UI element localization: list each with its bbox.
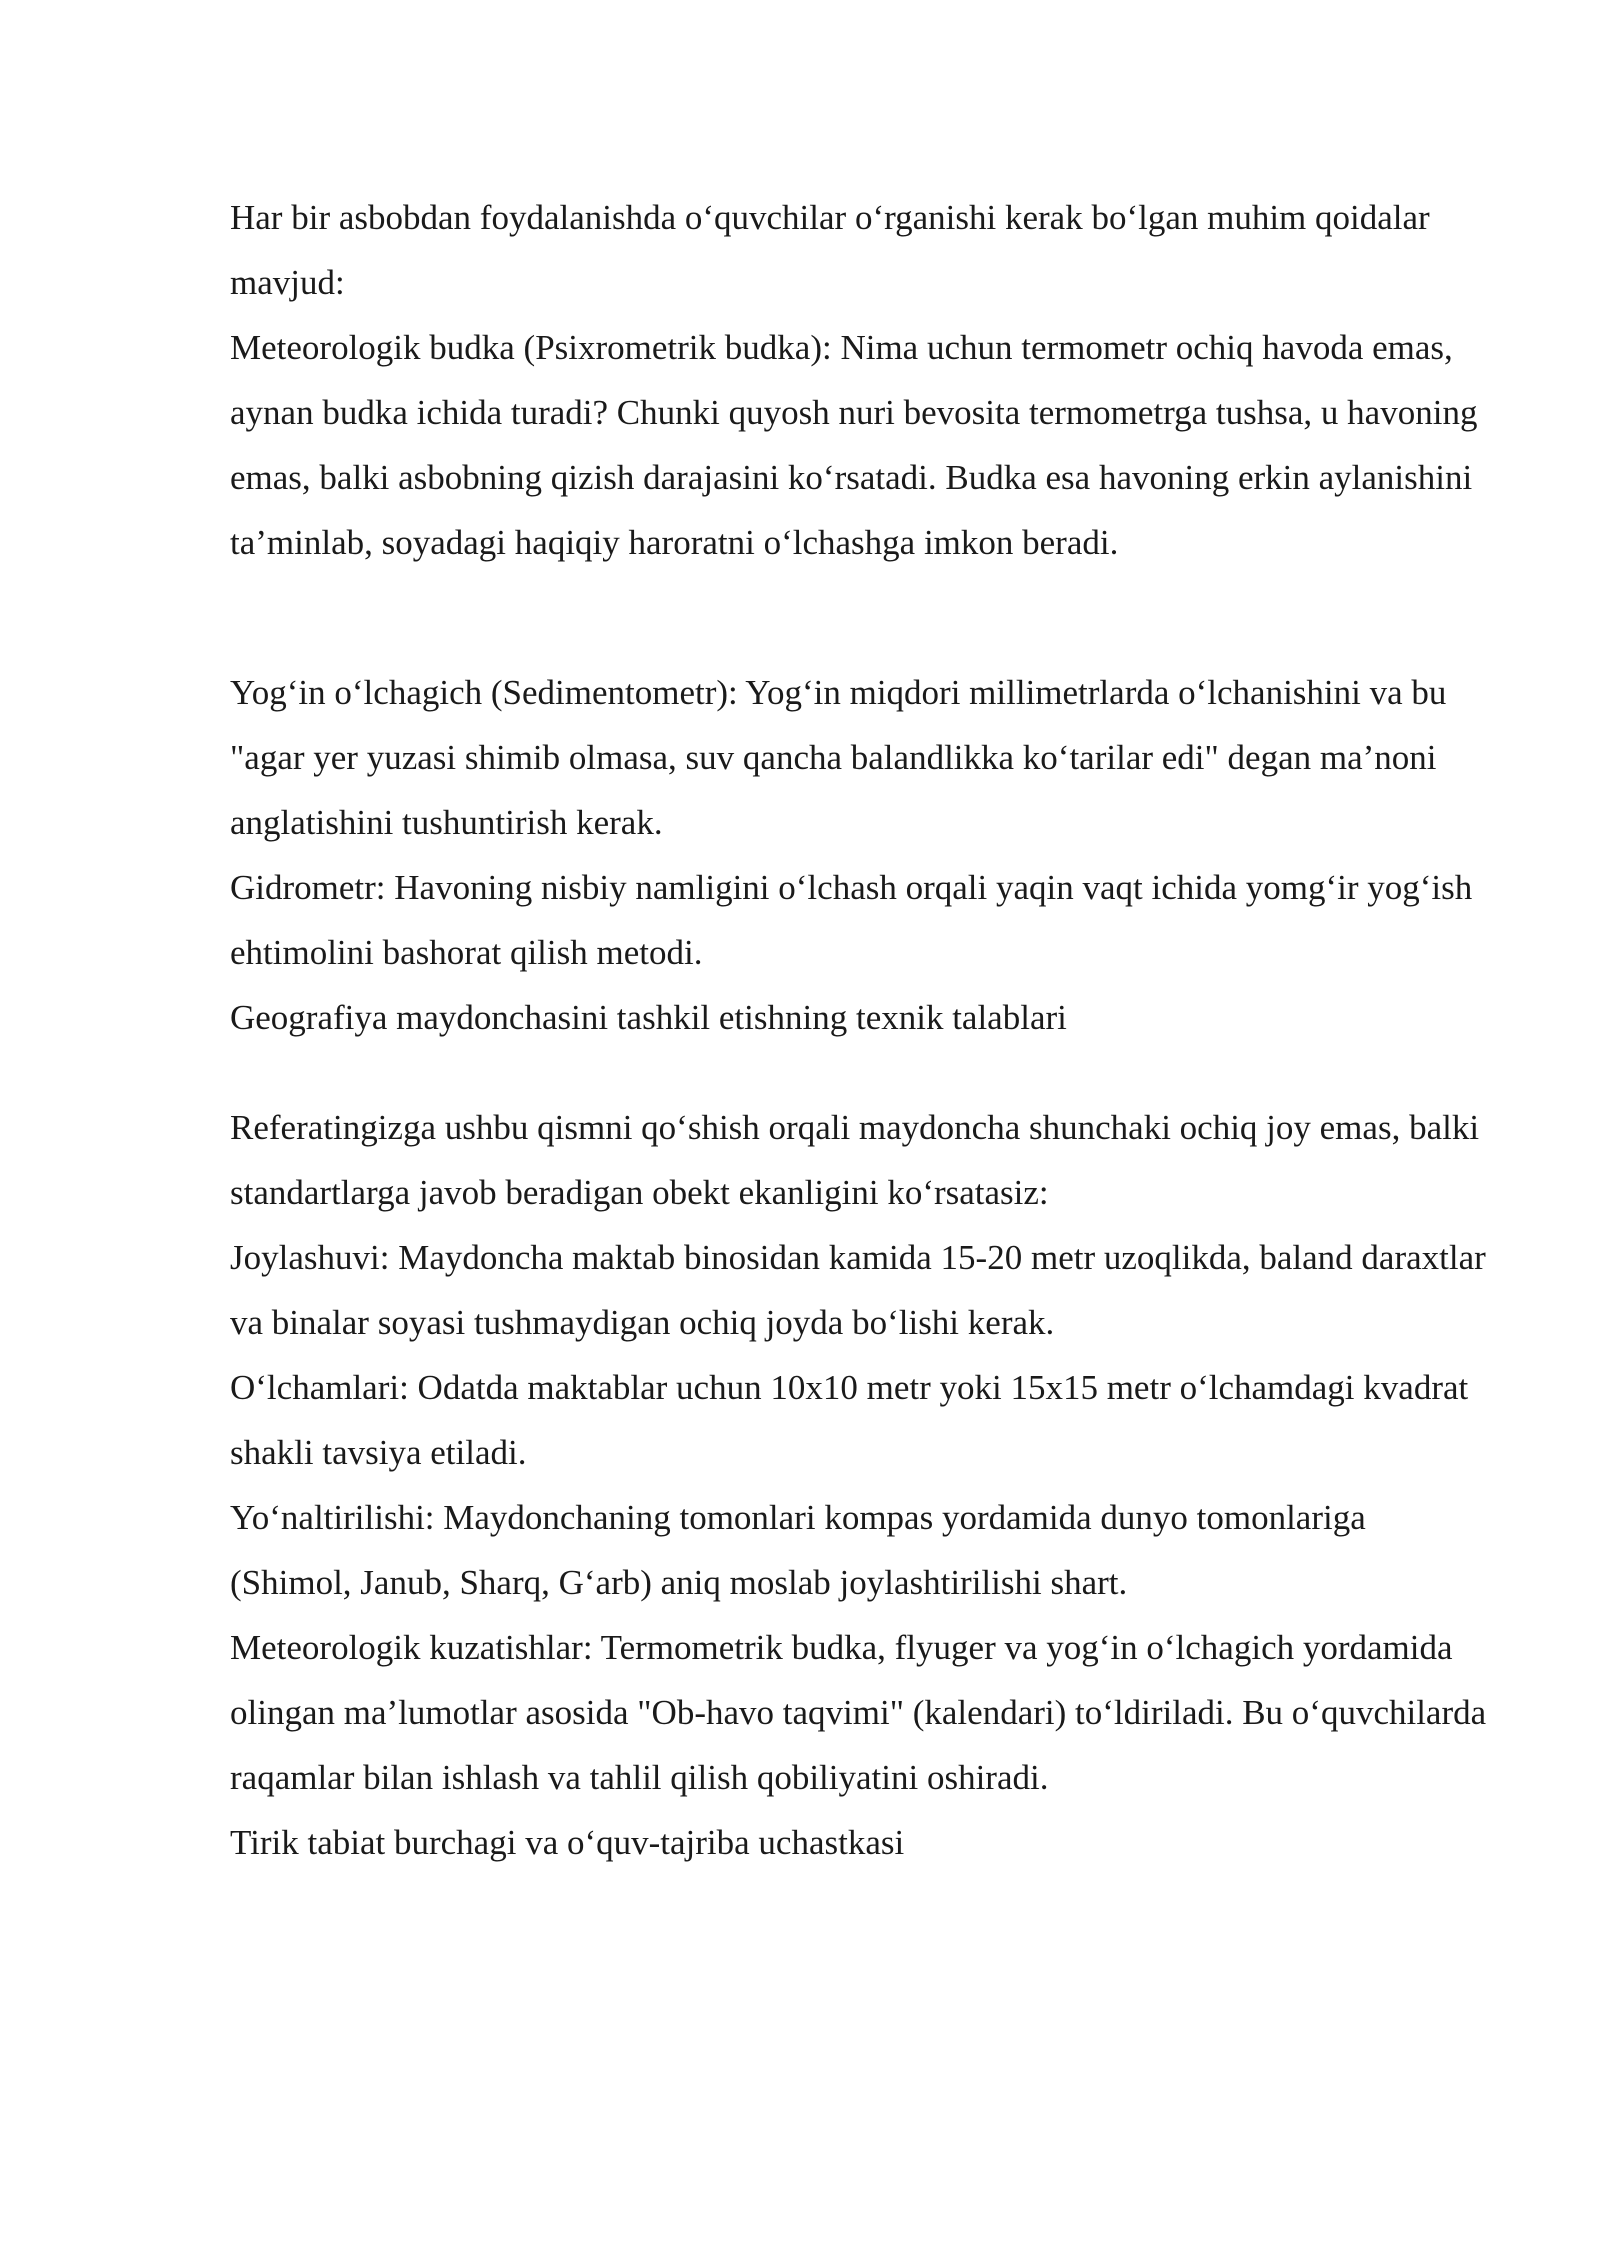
paragraph-referat-note: Referatingizga ushbu qismni qo‘shish orqali maydoncha shunchaki ochiq joy emas, balki standartlarga javob beradigan obekt ekanligini ko‘rsatasiz:: [230, 1108, 1480, 1212]
paragraph-dimensions: O‘lchamlari: Odatda maktablar uchun 10x10 metr yoki 15x15 metr o‘lchamdagi kvadrat shakli tavsiya etiladi.: [230, 1368, 1469, 1472]
paragraph-observations: Meteorologik kuzatishlar: Termometrik budka, flyuger va yog‘in o‘lchagich yordamida olingan ma’lumotlar asosida "Ob-havo taqvimi" (kalendari) to‘ldiriladi. Bu o‘quvchilarda raqamlar bilan ishlash va tahlil qilish qobiliyatini oshiradi.: [230, 1628, 1487, 1797]
text-block-gauges: [230, 660, 1490, 1050]
paragraph-orientation: Yo‘naltirilishi: Maydonchaning tomonlari kompas yordamida dunyo tomonlariga (Shimol, Janub, Sharq, G‘arb) aniq moslab joylashtirilishi shart.: [230, 1498, 1366, 1602]
section-heading-nature-corner: Tirik tabiat burchagi va o‘quv-tajriba uchastkasi: [230, 1823, 905, 1862]
paragraph-hygrometer: Gidrometr: Havoning nisbiy namligini o‘lchash orqali yaqin vaqt ichida yomg‘ir yog‘ish ehtimolini bashorat qilish metodi.: [230, 868, 1473, 972]
paragraph-meteorological-booth: Meteorologik budka (Psixrometrik budka): Nima uchun termometr ochiq havoda emas, aynan budka ichida turadi? Chunki quyosh nuri bevosita termometrga tushsa, u havoning emas, balki asbobning qizish darajasini ko‘rsatadi. Budka esa havoning erkin aylanishini ta’minlab, soyadagi haqiqiy haroratni o‘lchashga imkon beradi.: [230, 328, 1478, 562]
paragraph-intro: Har bir asbobdan foydalanishda o‘quvchilar o‘rganishi kerak bo‘lgan muhim qoidalar mavjud:: [230, 198, 1430, 302]
paragraph-rain-gauge: Yog‘in o‘lchagich (Sedimentometr): Yog‘in miqdori millimetrlarda o‘lchanishini va bu "agar yer yuzasi shimib olmasa, suv qancha balandlikka ko‘tarilar edi" degan ma’noni anglatishini tushuntirish kerak.: [230, 673, 1447, 842]
text-block-site-requirements: [230, 1095, 1490, 1875]
text-block-instruments: [230, 185, 1490, 575]
section-heading-technical-requirements: Geografiya maydonchasini tashkil etishning texnik talablari: [230, 998, 1067, 1037]
paragraph-location: Joylashuvi: Maydoncha maktab binosidan kamida 15-20 metr uzoqlikda, baland daraxtlar va binalar soyasi tushmaydigan ochiq joyda bo‘lishi kerak.: [230, 1238, 1486, 1342]
